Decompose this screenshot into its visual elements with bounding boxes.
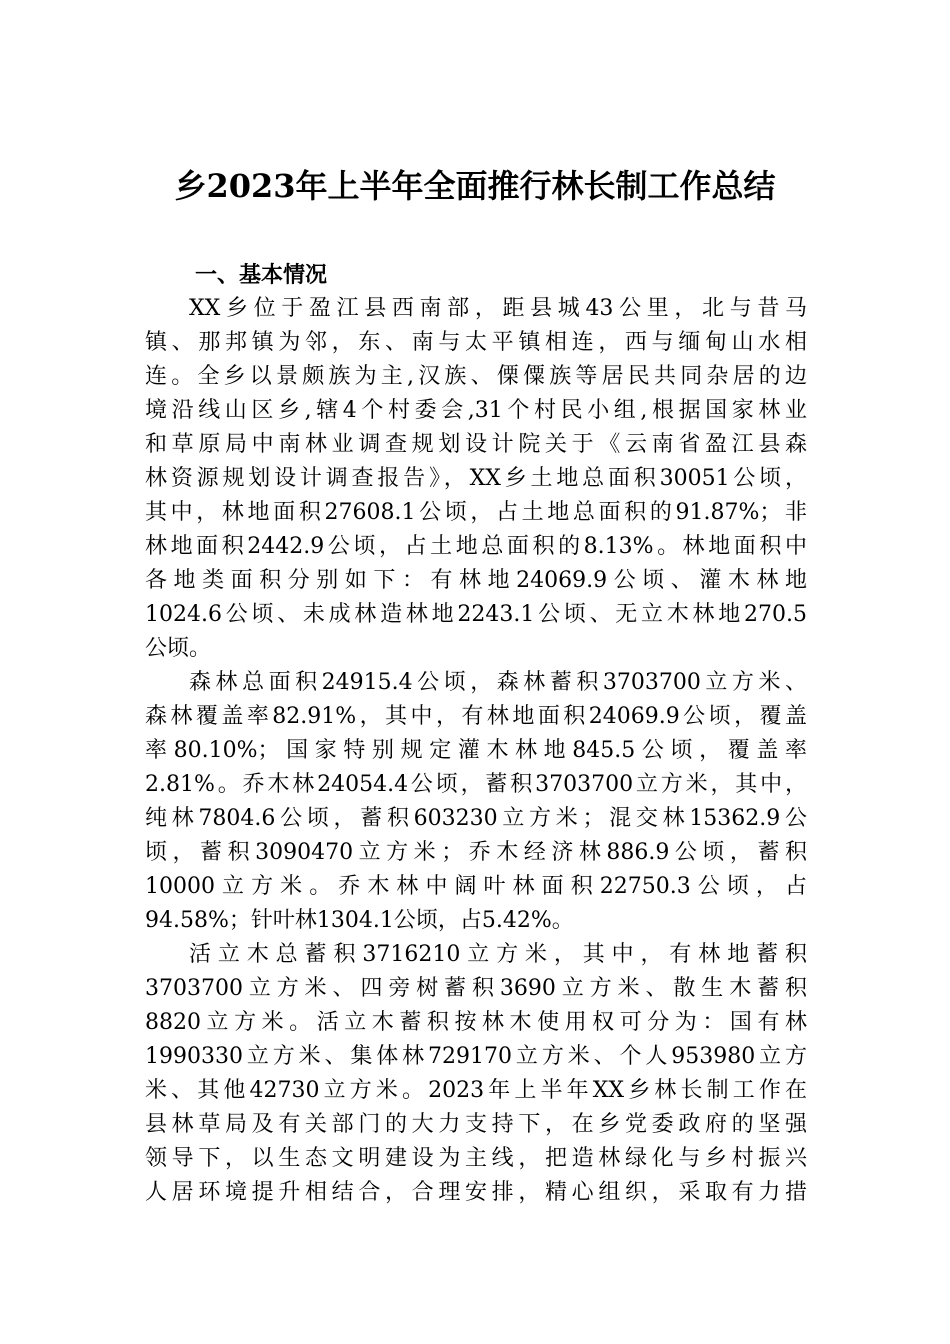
paragraph-line: 1990330立方米、集体林729170立方米、个人953980立方: [145, 1044, 807, 1069]
section-heading: 一、基本情况: [195, 262, 328, 288]
paragraph-line: 2.81%。乔木林24054.4公顷，蓄积3703700立方米，其中，: [145, 772, 807, 797]
paragraph-line: 林地面积2442.9公顷，占土地总面积的8.13%。林地面积中: [145, 534, 807, 559]
paragraph-line: 和草原局中南林业调查规划设计院关于《云南省盈江县森: [145, 432, 807, 457]
paragraph-line: 8820立方米。活立木蓄积按林木使用权可分为：国有林: [145, 1010, 807, 1035]
paragraph-line: 林资源规划设计调查报告》，XX乡土地总面积30051公顷，: [145, 466, 807, 491]
paragraph-line: 顷，蓄积3090470立方米；乔木经济林886.9公顷，蓄积: [145, 840, 807, 865]
paragraph-line: 94.58%；针叶林1304.1公顷，占5.42%。: [145, 908, 574, 933]
paragraph-line: 10000立方米。乔木林中阔叶林面积22750.3公顷，占: [145, 874, 807, 899]
paragraph-line: 活立木总蓄积3716210立方米，其中，有林地蓄积: [189, 942, 807, 967]
paragraph-line: 领导下，以生态文明建设为主线，把造林绿化与乡村振兴: [145, 1146, 807, 1171]
document-title: 乡2023年上半年全面推行林长制工作总结: [174, 167, 776, 205]
paragraph-line: 境沿线山区乡,辖4个村委会,31个村民小组,根据国家林业: [145, 398, 807, 423]
paragraph-line: 镇、那邦镇为邻，东、南与太平镇相连，西与缅甸山水相: [145, 330, 807, 355]
paragraph-line: 人居环境提升相结合，合理安排，精心组织，采取有力措: [145, 1180, 807, 1205]
paragraph-line: XX乡位于盈江县西南部，距县城43公里，北与昔马: [189, 296, 807, 321]
paragraph-line: 森林总面积24915.4公顷，森林蓄积3703700立方米、: [189, 670, 807, 695]
paragraph-line: 森林覆盖率82.91%，其中，有林地面积24069.9公顷，覆盖: [145, 704, 807, 729]
paragraph-line: 连。全乡以景颇族为主,汉族、傈僳族等居民共同杂居的边: [145, 364, 807, 389]
paragraph-line: 3703700立方米、四旁树蓄积3690立方米、散生木蓄积: [145, 976, 807, 1001]
body-text: [145, 292, 807, 1210]
paragraph-line: 公顷。: [145, 636, 212, 661]
paragraph-line: 率80.10%；国家特别规定灌木林地845.5公顷，覆盖率: [145, 738, 807, 763]
paragraph-line: 纯林7804.6公顷，蓄积603230立方米；混交林15362.9公: [145, 806, 807, 831]
paragraph-line: 各地类面积分别如下：有林地24069.9公顷、灌木林地: [145, 568, 807, 593]
paragraph-line: 米、其他42730立方米。2023年上半年XX乡林长制工作在: [145, 1078, 807, 1103]
paragraph-line: 1024.6公顷、未成林造林地2243.1公顷、无立木林地270.5: [145, 602, 807, 627]
paragraph-line: 县林草局及有关部门的大力支持下，在乡党委政府的坚强: [145, 1112, 807, 1137]
paragraph-line: 其中，林地面积27608.1公顷，占土地总面积的91.87%；非: [145, 500, 807, 525]
